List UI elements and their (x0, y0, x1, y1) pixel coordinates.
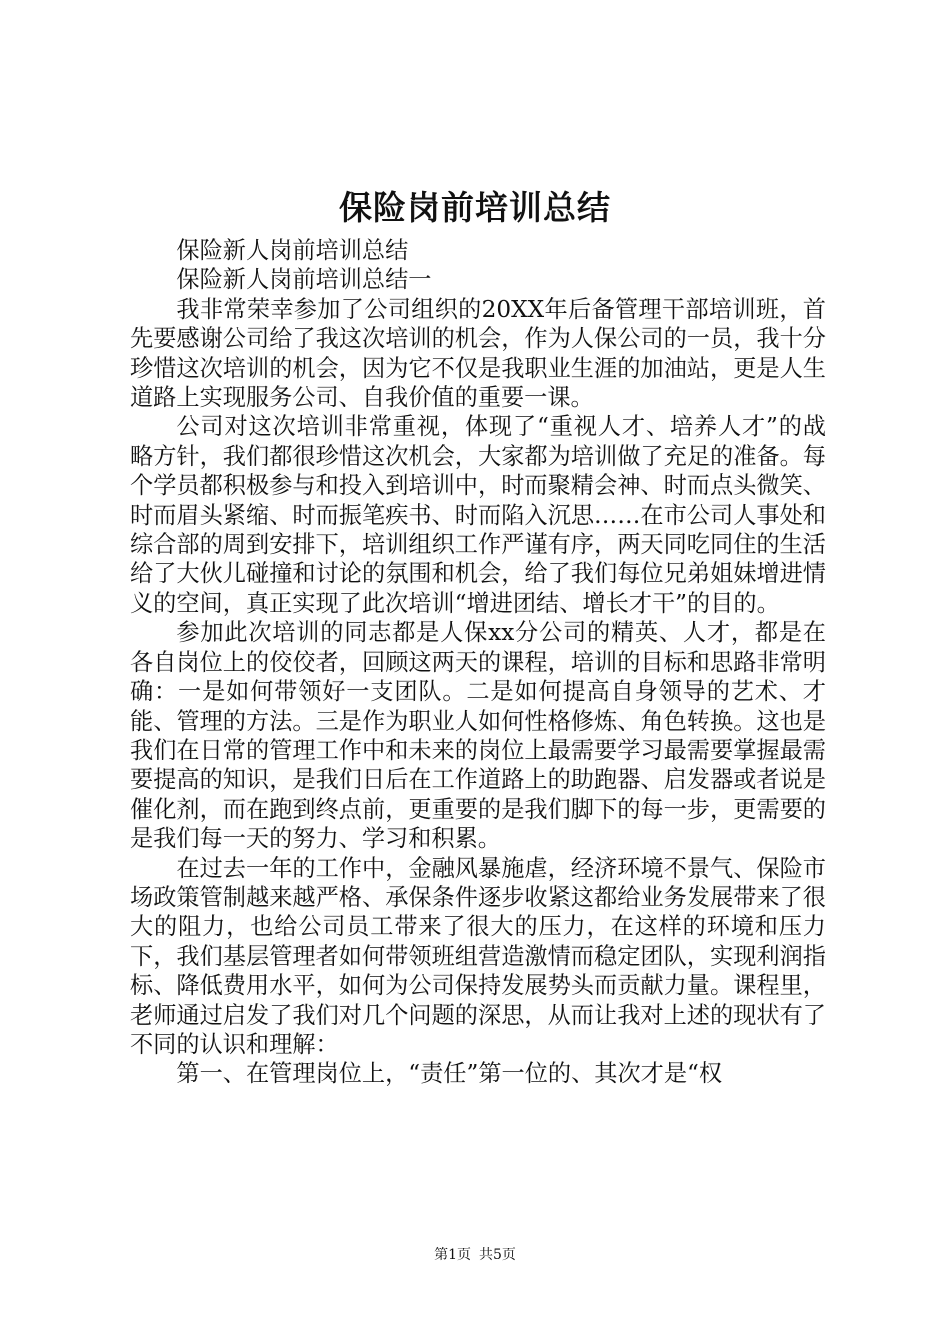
paragraph: 保险新人岗前培训总结一 (176, 266, 432, 294)
page-footer (0, 1245, 950, 1265)
document-title: 保险岗前培训总结 (339, 188, 611, 227)
paragraph: 参加此次培训的同志都是人保xx分公司的精英、人才，都是在各自岗位上的佼佼者，回顾这两天的课程，培训的目标和思路非常明确：一是如何带领好一支团队。二是如何提高自身领导的艺术、才能、管理的方法。三是作为职业人如何性格修炼、角色转换。这也是我们在日常的管理工作中和未来的岗位上最需要学习最需要掌握最需要提高的知识，是我们日后在工作道路上的助跑器、启发器或者说是催化剂，而在跑到终点前，更重要的是我们脚下的每一步，更需要的是我们每一天的努力、学习和积累。 (130, 619, 826, 853)
paragraph: 公司对这次培训非常重视，体现了“重视人才、培养人才”的战略方针，我们都很珍惜这次机会，大家都为培训做了充足的准备。每个学员都积极参与和投入到培训中，时而聚精会神、时而点头微笑、时而眉头紧缩、时而振笔疾书、时而陷入沉思……在市公司人事处和综合部的周到安排下，培训组织工作严谨有序，两天同吃同住的生活给了大伙儿碰撞和讨论的氛围和机会，给了我们每位兄弟姐妹增进情义的空间，真正实现了此次培训“增进团结、增长才干”的目的。 (130, 413, 826, 617)
paragraph: 第一、在管理岗位上，“责任”第一位的、其次才是“权 (176, 1060, 723, 1088)
paragraph: 在过去一年的工作中，金融风暴施虐，经济环境不景气、保险市场政策管制越来越严格、承保条件逐步收紧这都给业务发展带来了很大的阻力，也给公司员工带来了很大的压力，在这样的环境和压力下，我们基层管理者如何带领班组营造激情而稳定团队，实现利润指标、降低费用水平，如何为公司保持发展势头而贡献力量。课程里，老师通过启发了我们对几个问题的深思，从而让我对上述的现状有了不同的认识和理解： (130, 854, 826, 1058)
paragraph: 我非常荣幸参加了公司组织的20XX年后备管理干部培训班，首先要感谢公司给了我这次培训的机会，作为人保公司的一员，我十分珍惜这次培训的机会，因为它不仅是我职业生涯的加油站，更是人生道路上实现服务公司、自我价值的重要一课。 (130, 295, 826, 412)
document-body (130, 236, 826, 1089)
page-total: 共5页 (479, 1247, 516, 1263)
paragraph: 保险新人岗前培训总结 (176, 237, 409, 264)
page-number: 第1页 (434, 1247, 471, 1263)
